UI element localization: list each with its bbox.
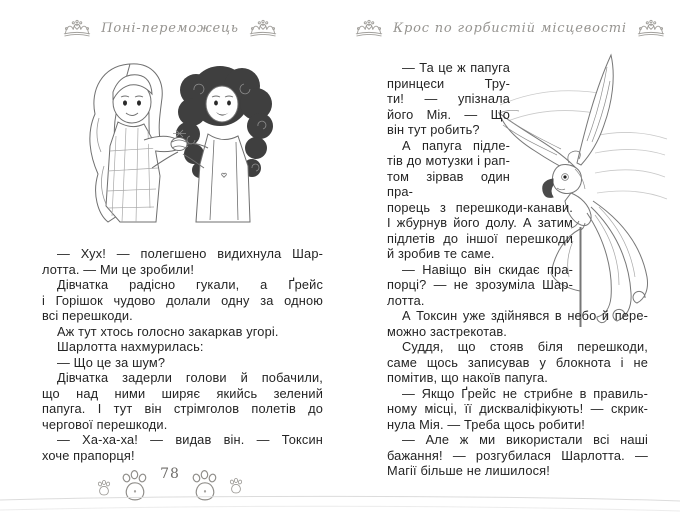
text-line: можно застрекотав. [387,323,508,339]
text-line: нула Мія. — Треба щось робити! [387,416,586,432]
tiara-icon [62,19,92,37]
right-running-head [340,19,680,37]
text-line: Аж тут хтось голосно закаркав угорі. [57,323,279,339]
text-section [387,308,648,479]
girls-illustration [68,56,306,248]
text-line: — Ха-ха-ха! — видав він. — Токсин [57,432,323,447]
text-line: — Хух! — полегшено видихнула Шар- [57,246,323,261]
left-page-text [42,246,323,463]
text-section [387,60,510,200]
text-line: чергової перешкоди. [42,416,168,432]
text-line: Дівчатка задерли голови й побачили, [57,370,323,385]
text-line: помітив, що накоїв папуга. [387,370,548,385]
right-page-text [387,60,648,479]
text-line: — Якщо Ґрейс не стрибне в правиль- [402,385,648,401]
text-line: бажання! — розгубилася Шарлотта. — [387,447,648,463]
text-line: лотта. [387,292,425,308]
text-line: тів до мотузки і рап- [387,153,510,168]
tiara-icon [248,19,278,37]
text-line: він тут робить? [387,122,480,137]
left-running-head [0,19,340,37]
page-edge-lines [0,494,680,521]
text-line: порці? — не зрозуміла Шар- [387,277,573,292]
text-line: підлетів до іншої перешкоди [387,230,573,246]
tiara-icon [636,19,666,37]
text-line: ти! — упізнала [387,91,510,106]
text-section [387,200,573,309]
right-running-title: Крос по горбистій місцевості [393,20,627,36]
text-line: лотта. — Ми це зробили! [42,261,195,277]
text-line: Магії більше не лишилося! [387,463,550,478]
text-line: саме щось записував у блокнота і не [387,354,648,370]
text-line: А Токсин уже здійнявся в небо й пере- [402,308,648,323]
text-line: його Мія. — Що [387,106,510,122]
text-line: І жбурнув його долу. А затим [387,215,573,230]
text-line: всі перешкоди. [42,308,133,323]
text-line: ному місці, її дискваліфікують! — скрик- [387,401,648,416]
right-page [340,0,680,521]
text-line: — Але ж ми використали всі наші [402,432,648,447]
left-running-title: Поні-переможець [101,20,239,36]
text-line: хоче прапорця! [42,447,135,463]
text-line: А папуга підле- [402,137,510,153]
text-line: Шарлотта нахмурилась: [57,339,204,354]
text-line: Дівчатка радісно гукали, а Ґрейс [57,277,323,292]
text-line: принцеси Тру- [387,75,510,91]
text-line: що над ними ширяє якийсь зелений [42,385,323,401]
text-line: Суддя, що стояв біля перешкоди, [402,339,648,354]
text-line: і Горішок чудово долали одну за одною [42,292,323,308]
text-line: — Навіщо він скидає пра- [402,261,573,277]
text-line: — Та це ж папуга [402,60,510,75]
tiara-icon [354,19,384,37]
page-number: 78 [160,466,180,482]
text-line: папуга. І тут він стрімголов полетів до [42,401,323,416]
text-line: й зробив те саме. [387,246,495,261]
text-line: том зірвав один пра- [387,168,510,199]
text-line: порець з перешкоди-канави. [387,199,573,215]
text-line: — Що це за шум? [57,354,166,370]
paw-print-icon [228,478,244,494]
